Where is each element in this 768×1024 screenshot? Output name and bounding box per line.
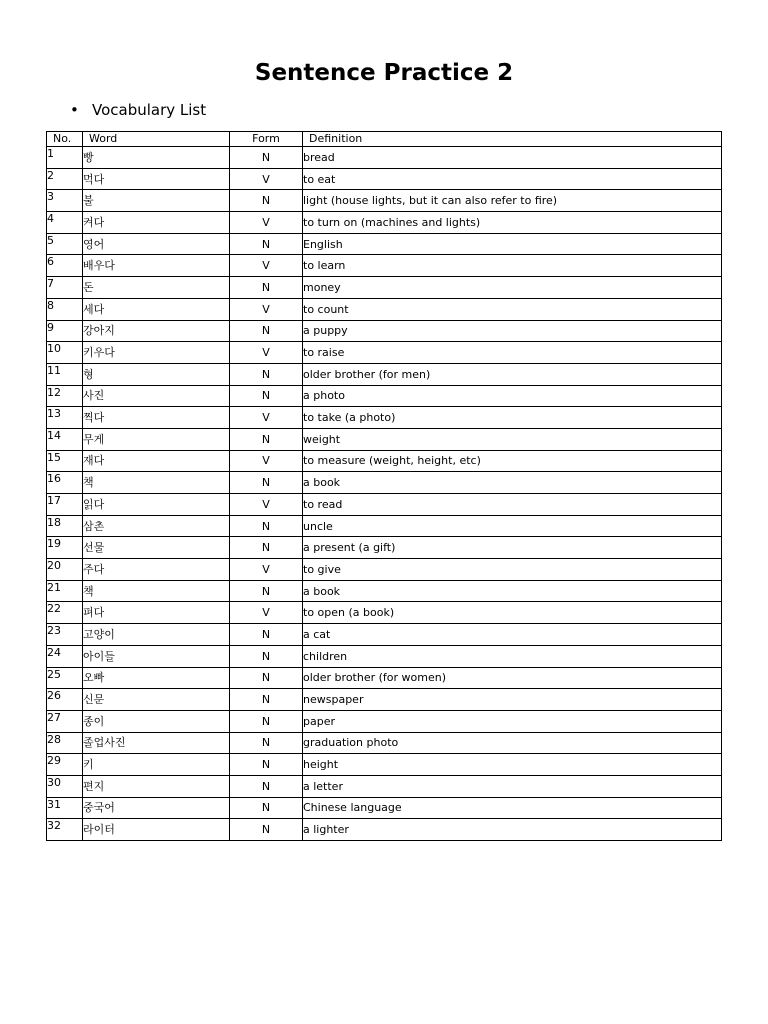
cell-definition: a present (a gift) bbox=[303, 537, 722, 559]
cell-word: 종이 bbox=[83, 710, 230, 732]
table-row bbox=[47, 298, 722, 320]
cell-word: 라이터 bbox=[83, 819, 230, 841]
cell-definition: to learn bbox=[303, 255, 722, 277]
cell-word: 무게 bbox=[83, 428, 230, 450]
cell-no: 21 bbox=[47, 580, 83, 602]
cell-form: V bbox=[230, 298, 303, 320]
cell-no: 4 bbox=[47, 212, 83, 234]
cell-word: 먹다 bbox=[83, 168, 230, 190]
cell-no: 13 bbox=[47, 407, 83, 429]
cell-form: N bbox=[230, 428, 303, 450]
cell-no: 29 bbox=[47, 754, 83, 776]
cell-definition: a letter bbox=[303, 775, 722, 797]
cell-definition: light (house lights, but it can also refer to fire) bbox=[303, 190, 722, 212]
cell-no: 8 bbox=[47, 298, 83, 320]
table-row bbox=[47, 797, 722, 819]
cell-no: 11 bbox=[47, 363, 83, 385]
cell-no: 23 bbox=[47, 624, 83, 646]
cell-word: 고양이 bbox=[83, 624, 230, 646]
table-row bbox=[47, 667, 722, 689]
cell-definition: money bbox=[303, 277, 722, 299]
table-header-row bbox=[47, 132, 722, 147]
cell-form: N bbox=[230, 363, 303, 385]
cell-form: N bbox=[230, 645, 303, 667]
cell-word: 세다 bbox=[83, 298, 230, 320]
cell-form: V bbox=[230, 559, 303, 581]
cell-word: 불 bbox=[83, 190, 230, 212]
table-row bbox=[47, 624, 722, 646]
cell-definition: graduation photo bbox=[303, 732, 722, 754]
cell-word: 오빠 bbox=[83, 667, 230, 689]
cell-form: N bbox=[230, 689, 303, 711]
table-row bbox=[47, 819, 722, 841]
cell-form: V bbox=[230, 255, 303, 277]
table-row bbox=[47, 580, 722, 602]
cell-form: N bbox=[230, 732, 303, 754]
cell-no: 5 bbox=[47, 233, 83, 255]
cell-word: 책 bbox=[83, 580, 230, 602]
table-row bbox=[47, 537, 722, 559]
cell-word: 영어 bbox=[83, 233, 230, 255]
cell-word: 펴다 bbox=[83, 602, 230, 624]
cell-no: 27 bbox=[47, 710, 83, 732]
cell-word: 키 bbox=[83, 754, 230, 776]
cell-word: 사진 bbox=[83, 385, 230, 407]
cell-definition: Chinese language bbox=[303, 797, 722, 819]
section-heading bbox=[70, 100, 206, 120]
cell-form: V bbox=[230, 494, 303, 516]
cell-no: 25 bbox=[47, 667, 83, 689]
table-row bbox=[47, 233, 722, 255]
table-row bbox=[47, 710, 722, 732]
cell-definition: older brother (for men) bbox=[303, 363, 722, 385]
cell-definition: older brother (for women) bbox=[303, 667, 722, 689]
cell-no: 30 bbox=[47, 775, 83, 797]
cell-no: 19 bbox=[47, 537, 83, 559]
cell-word: 빵 bbox=[83, 147, 230, 169]
table-row bbox=[47, 168, 722, 190]
table-row bbox=[47, 428, 722, 450]
cell-no: 2 bbox=[47, 168, 83, 190]
cell-word: 삼촌 bbox=[83, 515, 230, 537]
cell-word: 재다 bbox=[83, 450, 230, 472]
cell-form: N bbox=[230, 797, 303, 819]
table-row bbox=[47, 645, 722, 667]
cell-definition: a photo bbox=[303, 385, 722, 407]
cell-no: 22 bbox=[47, 602, 83, 624]
table-row bbox=[47, 450, 722, 472]
table-row bbox=[47, 732, 722, 754]
cell-definition: newspaper bbox=[303, 689, 722, 711]
cell-no: 24 bbox=[47, 645, 83, 667]
cell-no: 18 bbox=[47, 515, 83, 537]
cell-form: N bbox=[230, 710, 303, 732]
cell-form: N bbox=[230, 190, 303, 212]
table-row bbox=[47, 407, 722, 429]
table-row bbox=[47, 494, 722, 516]
cell-definition: to turn on (machines and lights) bbox=[303, 212, 722, 234]
cell-definition: to read bbox=[303, 494, 722, 516]
table-row bbox=[47, 775, 722, 797]
cell-no: 32 bbox=[47, 819, 83, 841]
cell-form: V bbox=[230, 407, 303, 429]
cell-word: 켜다 bbox=[83, 212, 230, 234]
table-row bbox=[47, 190, 722, 212]
cell-definition: to open (a book) bbox=[303, 602, 722, 624]
cell-form: N bbox=[230, 775, 303, 797]
cell-definition: a cat bbox=[303, 624, 722, 646]
cell-no: 9 bbox=[47, 320, 83, 342]
table-row bbox=[47, 277, 722, 299]
table-row bbox=[47, 602, 722, 624]
cell-definition: children bbox=[303, 645, 722, 667]
cell-no: 17 bbox=[47, 494, 83, 516]
cell-form: V bbox=[230, 212, 303, 234]
table-row bbox=[47, 363, 722, 385]
cell-definition: to measure (weight, height, etc) bbox=[303, 450, 722, 472]
cell-definition: a book bbox=[303, 472, 722, 494]
cell-form: N bbox=[230, 537, 303, 559]
cell-no: 12 bbox=[47, 385, 83, 407]
cell-word: 편지 bbox=[83, 775, 230, 797]
vocabulary-table bbox=[46, 131, 722, 841]
cell-form: V bbox=[230, 168, 303, 190]
cell-word: 신문 bbox=[83, 689, 230, 711]
cell-word: 돈 bbox=[83, 277, 230, 299]
cell-definition: to eat bbox=[303, 168, 722, 190]
cell-form: N bbox=[230, 320, 303, 342]
cell-definition: to take (a photo) bbox=[303, 407, 722, 429]
cell-word: 아이들 bbox=[83, 645, 230, 667]
cell-form: N bbox=[230, 754, 303, 776]
table-row bbox=[47, 689, 722, 711]
cell-form: N bbox=[230, 515, 303, 537]
cell-definition: paper bbox=[303, 710, 722, 732]
cell-no: 16 bbox=[47, 472, 83, 494]
cell-no: 6 bbox=[47, 255, 83, 277]
cell-word: 주다 bbox=[83, 559, 230, 581]
table-row bbox=[47, 212, 722, 234]
section-heading-label: Vocabulary List bbox=[92, 101, 207, 119]
table-row bbox=[47, 342, 722, 364]
cell-no: 15 bbox=[47, 450, 83, 472]
table-row bbox=[47, 559, 722, 581]
table-row bbox=[47, 472, 722, 494]
table-row bbox=[47, 754, 722, 776]
cell-definition: to count bbox=[303, 298, 722, 320]
header-word: Word bbox=[83, 132, 230, 147]
cell-definition: to give bbox=[303, 559, 722, 581]
cell-word: 졸업사진 bbox=[83, 732, 230, 754]
cell-word: 찍다 bbox=[83, 407, 230, 429]
cell-word: 책 bbox=[83, 472, 230, 494]
cell-definition: a lighter bbox=[303, 819, 722, 841]
cell-word: 형 bbox=[83, 363, 230, 385]
page-title: Sentence Practice 2 bbox=[254, 60, 514, 86]
cell-no: 31 bbox=[47, 797, 83, 819]
cell-definition: to raise bbox=[303, 342, 722, 364]
table-row bbox=[47, 385, 722, 407]
table-row bbox=[47, 255, 722, 277]
cell-definition: uncle bbox=[303, 515, 722, 537]
cell-form: N bbox=[230, 667, 303, 689]
cell-form: N bbox=[230, 277, 303, 299]
cell-definition: a book bbox=[303, 580, 722, 602]
cell-word: 키우다 bbox=[83, 342, 230, 364]
cell-no: 10 bbox=[47, 342, 83, 364]
cell-form: N bbox=[230, 147, 303, 169]
header-no: No. bbox=[47, 132, 83, 147]
cell-no: 28 bbox=[47, 732, 83, 754]
cell-form: N bbox=[230, 624, 303, 646]
cell-form: V bbox=[230, 342, 303, 364]
cell-no: 1 bbox=[47, 147, 83, 169]
cell-form: N bbox=[230, 233, 303, 255]
header-definition: Definition bbox=[303, 132, 722, 147]
cell-no: 26 bbox=[47, 689, 83, 711]
cell-form: N bbox=[230, 580, 303, 602]
cell-form: V bbox=[230, 450, 303, 472]
cell-no: 7 bbox=[47, 277, 83, 299]
cell-definition: English bbox=[303, 233, 722, 255]
cell-form: V bbox=[230, 602, 303, 624]
cell-form: N bbox=[230, 819, 303, 841]
cell-definition: bread bbox=[303, 147, 722, 169]
cell-definition: height bbox=[303, 754, 722, 776]
cell-word: 선물 bbox=[83, 537, 230, 559]
table-row bbox=[47, 515, 722, 537]
cell-definition: a puppy bbox=[303, 320, 722, 342]
cell-form: N bbox=[230, 472, 303, 494]
header-form: Form bbox=[230, 132, 303, 147]
cell-word: 배우다 bbox=[83, 255, 230, 277]
bullet-icon: • bbox=[70, 101, 79, 119]
cell-form: N bbox=[230, 385, 303, 407]
table-row bbox=[47, 147, 722, 169]
cell-word: 중국어 bbox=[83, 797, 230, 819]
cell-no: 3 bbox=[47, 190, 83, 212]
table-row bbox=[47, 320, 722, 342]
cell-definition: weight bbox=[303, 428, 722, 450]
cell-no: 20 bbox=[47, 559, 83, 581]
cell-no: 14 bbox=[47, 428, 83, 450]
cell-word: 강아지 bbox=[83, 320, 230, 342]
cell-word: 읽다 bbox=[83, 494, 230, 516]
